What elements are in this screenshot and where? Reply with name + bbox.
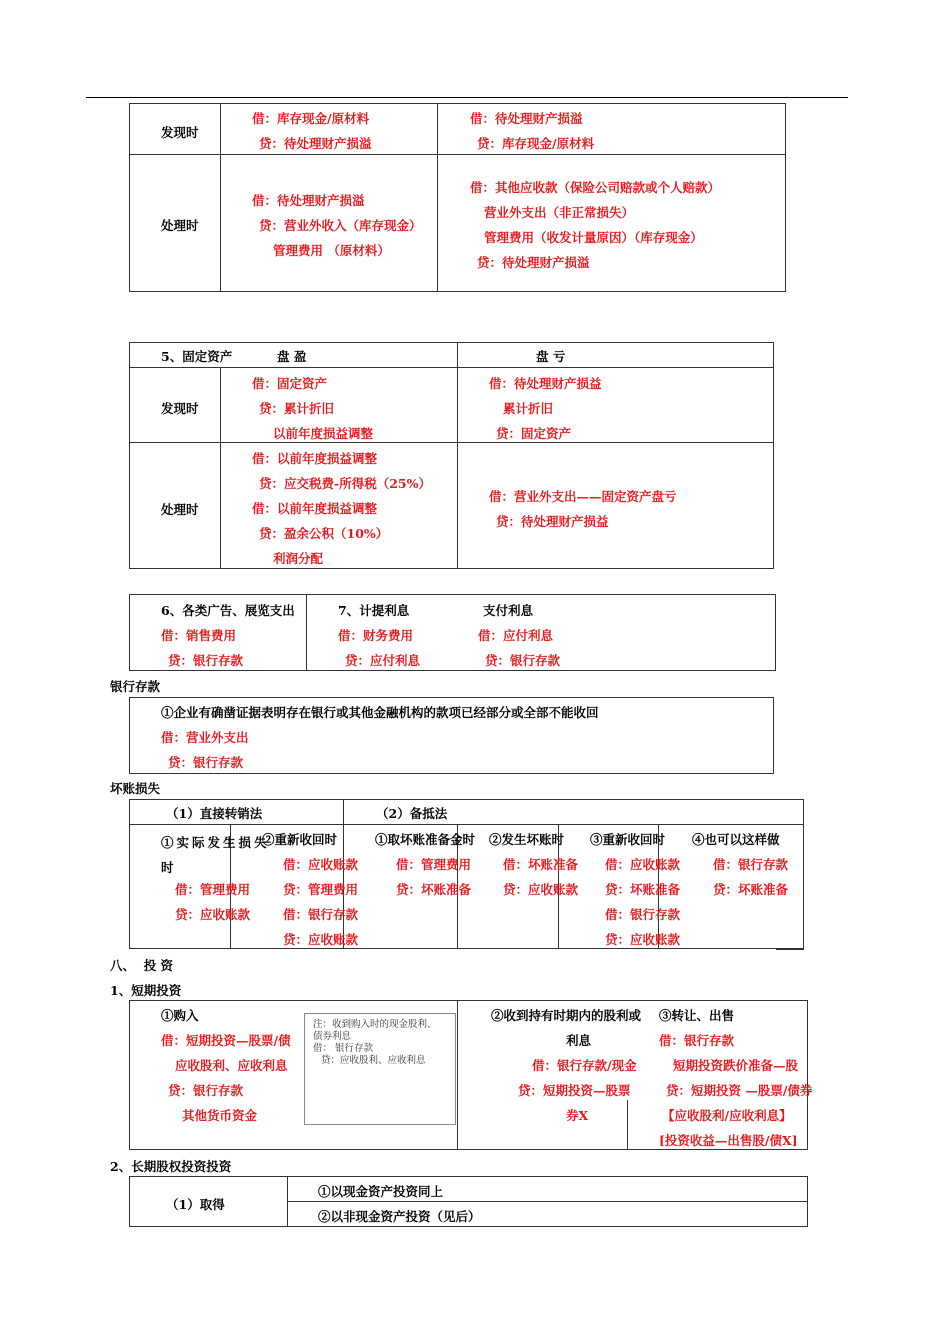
journal-line: 借：坏账准备 [503,857,579,872]
journal-line: 借：银行存款/现金 [532,1058,637,1073]
journal-line: 贷：应交税费-所得税（25%） [259,476,431,491]
section-heading: 银行存款 [110,679,161,694]
journal-line: 借：库存现金/原材料 [252,111,370,126]
note-box [304,1013,456,1125]
journal-line: 借：营业外支出——固定资产盘亏 [489,489,677,504]
journal-line: 借：管理费用 [175,882,251,897]
journal-line: 贷：库存现金/原材料 [477,136,595,151]
journal-line: 借：财务费用 [338,628,414,643]
journal-line: 借：固定资产 [252,376,328,391]
step-title: ④也可以这样做 [692,832,780,847]
journal-line: 贷：应付利息 [345,653,421,668]
journal-line: 管理费用 （原材料） [273,243,390,258]
journal-line: 贷：累计折旧 [259,401,335,416]
journal-line: 借：待处理财产损溢 [470,111,583,126]
row-label: 发现时 [161,401,199,416]
journal-line: 管理费用（收发计量原因）（库存现金） [484,230,703,245]
list-item: ②以非现金资产投资（见后） [318,1209,481,1224]
note-line: 借： 银行存款 [313,1043,374,1054]
journal-line: 贷：坏账准备 [713,882,789,897]
step-title: ①购入 [161,1008,199,1023]
section-heading: 坏账损失 [110,781,161,796]
journal-line: 贷：盈余公积（10%） [259,526,389,541]
list-item: ①以现金资产投资同上 [318,1184,444,1199]
journal-line: 贷：固定资产 [496,426,572,441]
step-title: ①取坏账准备金时 [375,832,476,847]
journal-line: 贷：应收账款 [283,932,359,947]
journal-line: 短期投资跌价准备—股 [673,1058,799,1073]
table-fixed-assets [129,342,774,569]
column-header: （1）直接转销法 [166,806,263,821]
step-title: ③重新收回时 [590,832,666,847]
journal-line: 借：营业外支出 [161,730,249,745]
step-title: ②重新收回时 [262,832,338,847]
note-line: 贷：应收股利、应收利息 [321,1055,426,1066]
journal-line: 贷：营业外收入（库存现金） [259,218,422,233]
column-header: （2）备抵法 [376,806,448,821]
journal-line: 贷：短期投资—股票 [518,1083,631,1098]
journal-line: 贷：管理费用 [283,882,359,897]
journal-line: 借：应收账款 [283,857,359,872]
section-title: 5、固定资产 [161,349,233,364]
journal-line: 营业外支出（非正常损失） [484,205,635,220]
section-heading: 八、 投 资 [110,958,174,973]
section-title: 7、计提利息 [338,603,410,618]
journal-line: 贷：坏账准备 [396,882,472,897]
journal-line: 借：短期投资—股票/债 [161,1033,291,1048]
journal-line: 应收股利、应收利息 [175,1058,288,1073]
journal-line: 贷：银行存款 [485,653,561,668]
journal-line: 借：待处理财产损益 [489,376,602,391]
step-title: 利息 [566,1033,592,1048]
journal-line: 借：管理费用 [396,857,472,872]
journal-line: 券X [566,1108,589,1123]
step-title: ①实际发生损失时 [161,835,270,875]
journal-line: 贷：坏账准备 [605,882,681,897]
column-header: 盘 亏 [536,349,566,364]
row-label: （1）取得 [166,1197,225,1212]
journal-line: [投资收益—出售股/债X] [659,1133,798,1148]
journal-line: 其他货币资金 [182,1108,258,1123]
journal-line: 贷：短期投资 —股票/债券 [666,1083,813,1098]
header-rule [86,97,848,98]
journal-line: 贷：待处理财产损溢 [477,255,590,270]
section-heading: 2、长期股权投资投资 [110,1159,232,1174]
journal-line: 贷：待处理财产损益 [496,514,609,529]
journal-line: 借：银行存款 [605,907,681,922]
journal-line: 贷：待处理财产损溢 [259,136,372,151]
journal-line: 贷：银行存款 [168,1083,244,1098]
journal-line: 【应收股利/应收利息】 [662,1108,792,1123]
section-heading: 1、短期投资 [110,983,182,998]
step-title: ②收到持有时期内的股利或 [491,1008,642,1023]
journal-line: 以前年度损益调整 [273,426,374,441]
journal-line: 借：应付利息 [478,628,554,643]
journal-line: 贷：银行存款 [168,755,244,770]
journal-line: 累计折旧 [503,401,554,416]
journal-line: 贷：应收账款 [175,907,251,922]
step-title: ②发生坏账时 [489,832,565,847]
journal-line: 借：银行存款 [283,907,359,922]
journal-line: 借：银行存款 [713,857,789,872]
row-label: 处理时 [161,502,199,517]
section-title: 支付利息 [483,603,534,618]
step-title: ③转让、出售 [659,1008,735,1023]
journal-line: 借：银行存款 [659,1033,735,1048]
section-title: 6、各类广告、展览支出 [161,603,295,618]
journal-line: 利润分配 [273,551,324,566]
journal-line: 贷：银行存款 [168,653,244,668]
journal-line: 借：其他应收款（保险公司赔款或个人赔款） [470,180,721,195]
description-line: ①企业有确凿证据表明存在银行或其他金融机构的款项已经部分或全部不能收回 [161,705,599,720]
journal-line: 贷：应收账款 [605,932,681,947]
journal-line: 借：待处理财产损溢 [252,193,365,208]
journal-line: 贷：应收账款 [503,882,579,897]
row-label: 发现时 [161,125,199,140]
journal-line: 借：销售费用 [161,628,237,643]
row-label: 处理时 [161,218,199,233]
journal-line: 借：以前年度损益调整 [252,501,378,516]
note-line: 债券利息 [313,1031,352,1042]
column-header: 盘 盈 [277,349,307,364]
journal-line: 借：以前年度损益调整 [252,451,378,466]
table-cash-inventory [129,103,786,292]
journal-line: 借：应收账款 [605,857,681,872]
note-line: 注：收到购入时的现金股利、 [313,1019,437,1030]
